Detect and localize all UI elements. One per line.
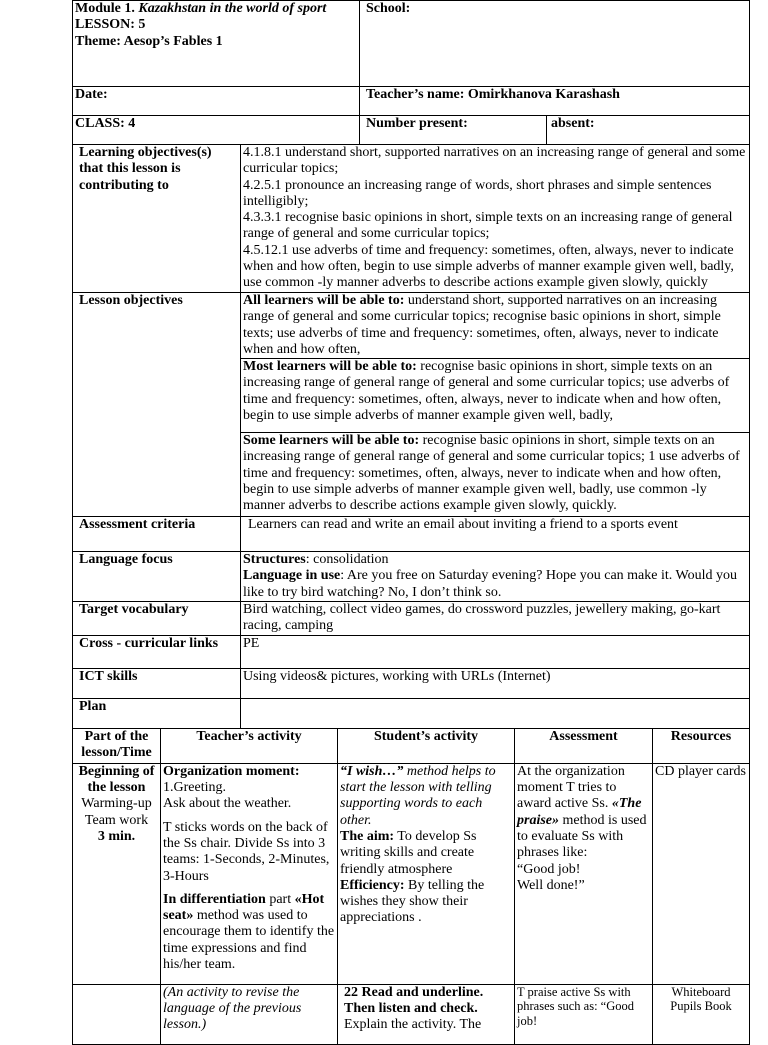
resource-item: Pupils Book [670,999,732,1014]
language-in-use-head: Language in use [243,568,341,584]
all-learners-cell [241,293,750,359]
header-table [72,0,750,145]
teacher-cell [360,87,750,116]
ict-skills-label-cell [73,668,241,698]
lesson-plan-page [72,0,750,1033]
plan-label: Plan [79,698,107,714]
most-learners-cell [241,359,750,433]
school-cell [360,1,750,87]
plan-header-student [338,728,515,763]
target-vocabulary-text: Bird watching, collect video games, do crossword puzzles, jewellery making, go-kart racing, camping [243,602,721,634]
module-title: Kazakhstan in the world of sport [138,1,327,16]
praise-phrase: Well done!” [517,877,585,893]
assessment-criteria-label: Assessment criteria [79,517,196,533]
cross-curricular-text: PE [243,635,260,651]
learning-objectives-label-cell [73,145,241,293]
language-in-use-text: : Are you free on Saturday evening? Hope you can make it. Would you like to try bird watching? No, I don’t think so. [243,568,737,600]
table-row [73,984,750,1044]
ict-skills-cell [241,668,750,698]
praise-method: «The praise» [517,796,642,828]
efficiency-head: Efficiency: [340,877,405,893]
learning-objectives-cell [241,145,750,293]
part-sub: Team work [84,812,149,828]
student-activity-cell [338,763,515,984]
plan-label-cell [73,698,241,728]
student-activity-cell [338,984,515,1044]
module-cell [73,1,360,87]
teacher-label: Teacher’s name: Omirkhanova Karashash [366,87,620,102]
assessment-criteria-cell [241,517,750,552]
assessment-text: T praise active Ss with phrases such as: “Good job! [517,984,634,1028]
language-focus-label: Language focus [79,552,173,568]
activity-22-head: 22 Read and underline. Then listen and check. [344,984,484,1017]
target-vocabulary-label-cell [73,602,241,636]
teacher-activity-cell [161,984,338,1044]
plan-header-resources [653,728,750,763]
plan-header-assessment [515,728,653,763]
present-cell [360,116,547,145]
module-prefix: Module 1. [75,1,135,16]
most-learners-text: recognise basic opinions in short, simple texts on an increasing range of general range of general and some curricular topics; use adverbs of time and frequency: sometimes, often, always, never to indicate when and how often, begin to use simple adverbs of manner example given well, badly, [243,359,730,424]
differentiation-tail: method was used to encourage them to identify the time expressions and find his/her team. [163,908,335,973]
plan-header-part-label: Part of the lesson/Time [81,728,152,761]
absent-label: absent: [551,116,595,131]
assessment-cell [515,984,653,1044]
lesson-theme: Theme: Aesop’s Fables 1 [75,33,223,49]
part-cell [73,763,161,984]
activity-22-text: Explain the activity. The [344,1017,482,1033]
part-title: Beginning of the lesson [78,763,155,796]
resource-item: Whiteboard [671,984,731,999]
cross-curricular-label-cell [73,635,241,668]
objective-item: 4.1.8.1 understand short, supported narratives on an increasing range of general and some curricular topics; [243,145,746,177]
objective-item: 4.5.12.1 use adverbs of time and frequency: sometimes, often, always, never to indicate when and how often, begin to use simple adverbs of manner example given well, badly, use common -ly manner adverbs to describe actions example given slowly, quickly [243,242,734,291]
praise-phrase: “Good job! [517,861,581,877]
plan-empty-cell [241,698,750,728]
lesson-objectives-label: Lesson objectives [79,293,183,308]
plan-header-student-label: Student’s activity [373,728,479,744]
assessment-pre: At the organization moment T tries to award active Ss. [517,763,625,812]
assessment-criteria-label-cell [73,517,241,552]
teacher-activity-para: T sticks words on the back of the Ss chair. Divide Ss into 3 teams: 1-Seconds, 2-Minutes, 3-Hours [163,819,330,884]
plan-header-resources-label: Resources [670,728,732,744]
plan-table [72,728,750,1045]
plan-header-teacher-label: Teacher’s activity [196,728,302,744]
date-label: Date: [75,87,108,102]
resources-text: CD player cards [655,763,746,779]
all-learners-head: All learners will be able to: [243,293,405,308]
absent-cell [547,116,750,145]
present-label: Number present: [366,116,468,131]
language-focus-cell [241,552,750,602]
efficiency-text: By telling the wishes they show their appreciations . [340,877,485,926]
language-focus-label-cell [73,552,241,602]
all-learners-text: understand short, supported narratives on an increasing range of general and some curricular topics; recognise basic opinions in short, simple texts; use adverbs of time and frequency: sometimes, often, always, never to indicate when and how often, [243,293,721,357]
most-learners-head: Most learners will be able to: [243,359,417,375]
objective-item: 4.2.5.1 pronounce an increasing range of words, short phrases and simple sentences intelligibly; [243,177,712,209]
class-label: CLASS: 4 [75,116,136,131]
teacher-activity-line: Ask about the weather. [163,796,292,812]
i-wish-text: method helps to start the lesson with telling supporting words to each other. [340,763,496,828]
assessment-post: method is used to evaluate Ss with phrases like: [517,812,647,861]
ict-skills-text: Using videos& pictures, working with URLs (Internet) [243,668,551,684]
plan-header-teacher [161,728,338,763]
learning-objectives-label: Learning objectives(s) that this lesson is contributing to [79,145,212,193]
some-learners-head: Some learners will be able to: [243,433,420,449]
part-sub: Warming-up [81,796,152,812]
assessment-criteria-text: Learners can read and write an email about inviting a friend to a sports event [248,517,678,533]
differentiation-mid: part [265,891,295,907]
teacher-activity-note: (An activity to revise the language of the previous lesson.) [163,984,302,1033]
class-cell [73,116,360,145]
target-vocabulary-label: Target vocabulary [79,602,189,618]
teacher-activity-head: Organization moment: [163,763,300,779]
objectives-table [72,144,750,729]
lesson-number: LESSON: 5 [75,17,146,33]
assessment-cell [515,763,653,984]
target-vocabulary-cell [241,602,750,636]
aim-head: The aim: [340,828,395,844]
objective-item: 4.3.3.1 recognise basic opinions in short, simple texts on an increasing range of general range of general and some curricular topics; [243,210,733,242]
cross-curricular-label: Cross - curricular links [79,635,219,651]
date-cell [73,87,360,116]
table-row [73,763,750,984]
plan-header-part [73,728,161,763]
resources-cell [653,984,750,1044]
teacher-activity-line: 1.Greeting. [163,780,226,796]
some-learners-cell [241,433,750,517]
differentiation-head: In differentiation [163,891,266,907]
resources-cell [653,763,750,984]
structures-head: Structures [243,552,306,568]
some-learners-text: recognise basic opinions in short, simple texts on an increasing range of general range of general and some curricular topics; 1 use adverbs of time and frequency: sometimes, often, always, never to indicate when and how often, begin to use simple adverbs of manner example given well, badly, use common -ly manner adverbs to describe actions example given slowly, quickly. [243,433,740,514]
part-time: 3 min. [97,828,136,844]
teacher-activity-cell [161,763,338,984]
lesson-objectives-label-cell [73,293,241,517]
plan-header-assessment-label: Assessment [549,728,618,744]
ict-skills-label: ICT skills [79,668,138,684]
part-cell [73,984,161,1044]
aim-text: To develop Ss writing skills and create friendly atmosphere [340,828,477,877]
hot-seat-method: «Hot seat» [163,891,325,924]
cross-curricular-cell [241,635,750,668]
i-wish-method: “I wish…” [340,763,404,779]
structures-text: : consolidation [305,552,389,568]
school-label: School: [366,1,411,16]
